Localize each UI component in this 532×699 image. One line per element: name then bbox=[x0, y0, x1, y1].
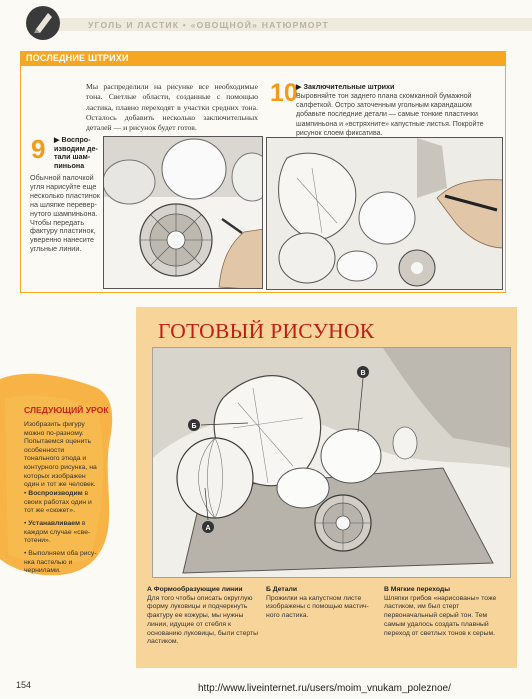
source-url[interactable]: http://www.liveinternet.ru/users/moim_vnukam_poleznoe/ bbox=[198, 683, 451, 694]
step-10-title: ▶ Заключительные штрихи bbox=[296, 82, 395, 91]
caption-b-title: Б Детали bbox=[266, 586, 297, 593]
caption-b-body: Прожилки на капустном листе изображены с помощью мастичного ластика. bbox=[266, 594, 369, 620]
page-number: 154 bbox=[16, 680, 32, 690]
marker-b bbox=[188, 419, 200, 431]
svg-text:Б: Б bbox=[191, 423, 197, 430]
caption-b bbox=[266, 586, 372, 621]
step-10-number: 10 bbox=[270, 79, 298, 107]
finished-drawing bbox=[152, 347, 511, 578]
marker-v bbox=[357, 366, 369, 378]
next-lesson-item: • Воспроизводим в своих работах один и тот же «сюжет». bbox=[24, 490, 92, 515]
marker-a bbox=[202, 521, 214, 533]
caption-a-body: Для того чтобы описать округлую форму луковицы и подчеркнуть фактуру ее кожуры, мы нужны линии, идущие от стебля к основанию луковицы, были стерты ластиком. bbox=[147, 594, 258, 646]
next-lesson-intro: Изобразить фигуру можно по-разному. Попытаемся оценить особенности тонального этюда и контурного рисунка, на которых изображен один и тот же человек. bbox=[24, 421, 97, 489]
caption-v bbox=[384, 586, 502, 638]
step-9-title: ▶ Воспроизводим детали шампиньона bbox=[54, 135, 98, 171]
step-10-photo bbox=[266, 137, 503, 290]
step-9-number: 9 bbox=[31, 134, 46, 164]
next-lesson-item: • Устанавливаем в каждом случае «светотени». bbox=[24, 520, 91, 545]
finished-drawing-title: ГОТОВЫЙ РИСУНОК bbox=[158, 319, 375, 343]
svg-text:В: В bbox=[360, 370, 366, 377]
next-lesson-heading: СЛЕДУЮЩИЙ УРОК bbox=[24, 405, 109, 415]
caption-a-title: А Формообразующие линии bbox=[147, 586, 243, 593]
pencil-icon bbox=[32, 11, 54, 33]
caption-v-body: Шляпки грибов «нарисованы» тоже ластиком, им был стерт первоначальный серый тон. Тем самым удалось создать плавный переход от светлых тонов к серым. bbox=[384, 594, 497, 637]
section-title: ПОСЛЕДНИЕ ШТРИХИ bbox=[26, 53, 129, 63]
caption-a bbox=[147, 586, 259, 647]
section-intro: Мы распределили на рисунке все необходимые тона. Светлые области, созданные с помощью ластика, плавно переходят в участки средних тона. Осталось добавить несколько заключительных деталей — и рисунок будет готов. bbox=[86, 82, 258, 133]
step-9-body: Обычной палочкой угля нарисуйте еще несколько пластинок на шляпке перевернутого шампиньона. Чтобы передать фактуру пластинок, уверенно нанесите угльные линии. bbox=[30, 173, 100, 254]
step-9-photo bbox=[103, 136, 263, 289]
caption-v-title: В Мягкие переходы bbox=[384, 586, 451, 593]
header-title: УГОЛЬ И ЛАСТИК • «ОВОЩНОЙ» НАТЮРМОРТ bbox=[88, 20, 329, 30]
svg-text:А: А bbox=[205, 525, 211, 532]
next-lesson-item: • Выполняем оба рисунка пастелью и чернилами. bbox=[24, 550, 97, 575]
step-10-body: Выровняйте тон заднего плана скомканной бумажной салфеткой. Остро заточенным угольным карандашом добавьте последние детали — самые тонкие пластинки шампиньона и «встряхните» капустные листья. Покройте рисунок слоем фиксатива. bbox=[296, 93, 484, 137]
